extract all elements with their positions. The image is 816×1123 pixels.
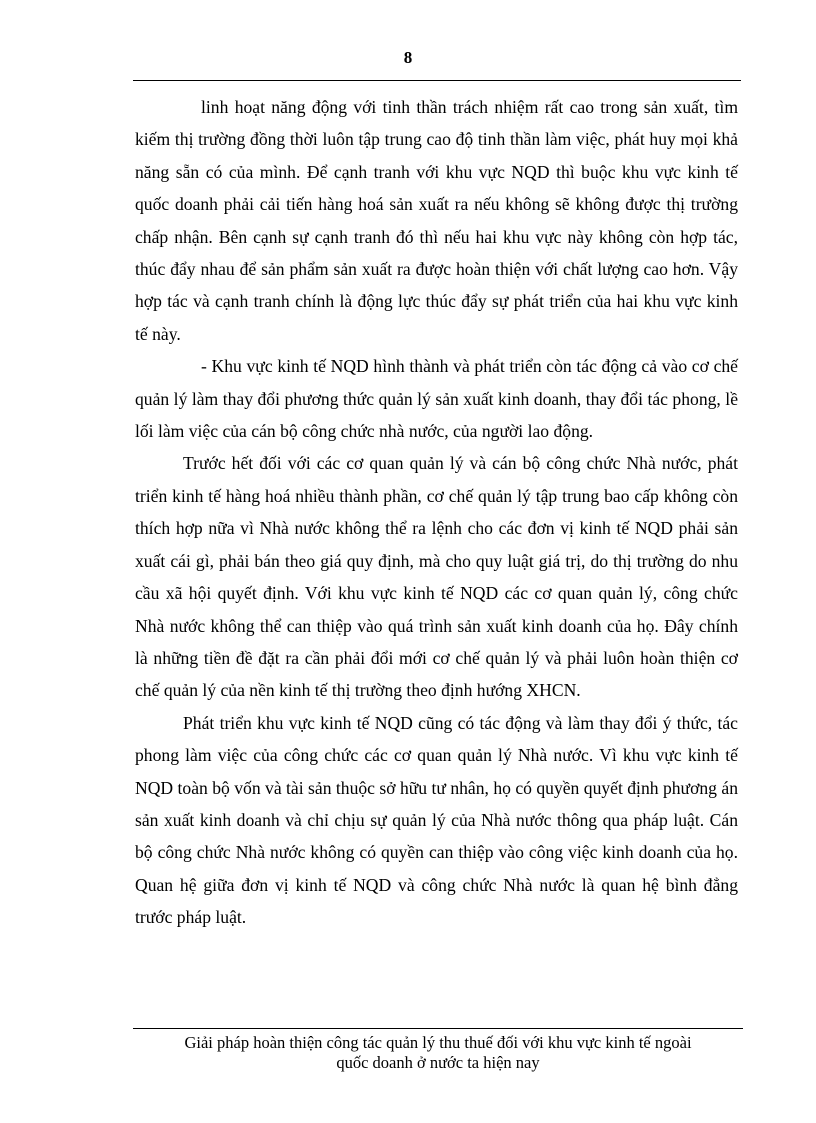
footer-title-line-2: quốc doanh ở nước ta hiện nay	[336, 1053, 540, 1072]
paragraph-3: Trước hết đối với các cơ quan quản lý và cán bộ công chức Nhà nước, phát triển kinh tế hàng hoá nhiều thành phần, cơ chế quản lý tập trung bao cấp không còn thích hợp nữa vì Nhà nước không thể ra lệnh cho các đơn vị kinh tế NQD phải sản xuất cái gì, phải bán theo giá quy định, mà cho quy luật giá trị, do thị trường do nhu cầu xã hội quyết định. Với khu vực kinh tế NQD các cơ quan quản lý, công chức Nhà nước không thể can thiệp vào quá trình sản xuất kinh doanh của họ. Đây chính là những tiền đề đặt ra cần phải đổi mới cơ chế quản lý và phải luôn hoàn thiện cơ chế quản lý của nền kinh tế thị trường theo định hướng XHCN.	[135, 453, 738, 701]
paragraph-2: - Khu vực kinh tế NQD hình thành và phát triển còn tác động cả vào cơ chế quản lý làm thay đổi phương thức quản lý sản xuất kinh doanh, thay đổi tác phong, lề lối làm việc của cán bộ công chức nhà nước, của người lao động.	[135, 356, 738, 442]
paragraph-1: linh hoạt năng động với tinh thần trách nhiệm rất cao trong sản xuất, tìm kiếm thị trường đồng thời luôn tập trung cao độ tinh thần làm việc, phát huy mọi khả năng sẵn có của mình. Để cạnh tranh với khu vực NQD thì buộc khu vực kinh tế quốc doanh phải cải tiến hàng hoá sản xuất ra nếu không sẽ không được thị trường chấp nhận. Bên cạnh sự cạnh tranh đó thì nếu hai khu vực này không còn hợp tác, thúc đẩy nhau để sản phẩm sản xuất ra được hoàn thiện với chất lượng cao hơn. Vậy hợp tác và cạnh tranh chính là động lực thúc đẩy sự phát triển của hai khu vực kinh tế này.	[135, 97, 738, 344]
footer-title-line-1: Giải pháp hoàn thiện công tác quản lý thu thuế đối với khu vực kinh tế ngoài	[184, 1033, 692, 1052]
document-body	[135, 91, 738, 934]
page-number: 8	[403, 48, 413, 67]
footer-title	[133, 1033, 743, 1073]
paragraph-4: Phát triển khu vực kinh tế NQD cũng có tác động và làm thay đổi ý thức, tác phong làm việc của công chức các cơ quan quản lý Nhà nước. Vì khu vực kinh tế NQD toàn bộ vốn và tài sản thuộc sở hữu tư nhân, họ có quyền quyết định phương án sản xuất kinh doanh và chỉ chịu sự quản lý của Nhà nước thông qua pháp luật. Cán bộ công chức Nhà nước không có quyền can thiệp vào công việc kinh doanh của họ. Quan hệ giữa đơn vị kinh tế NQD và công chức Nhà nước là quan hệ bình đẳng trước pháp luật.	[135, 712, 738, 928]
header-divider	[133, 80, 741, 81]
footer-divider	[133, 1028, 743, 1029]
